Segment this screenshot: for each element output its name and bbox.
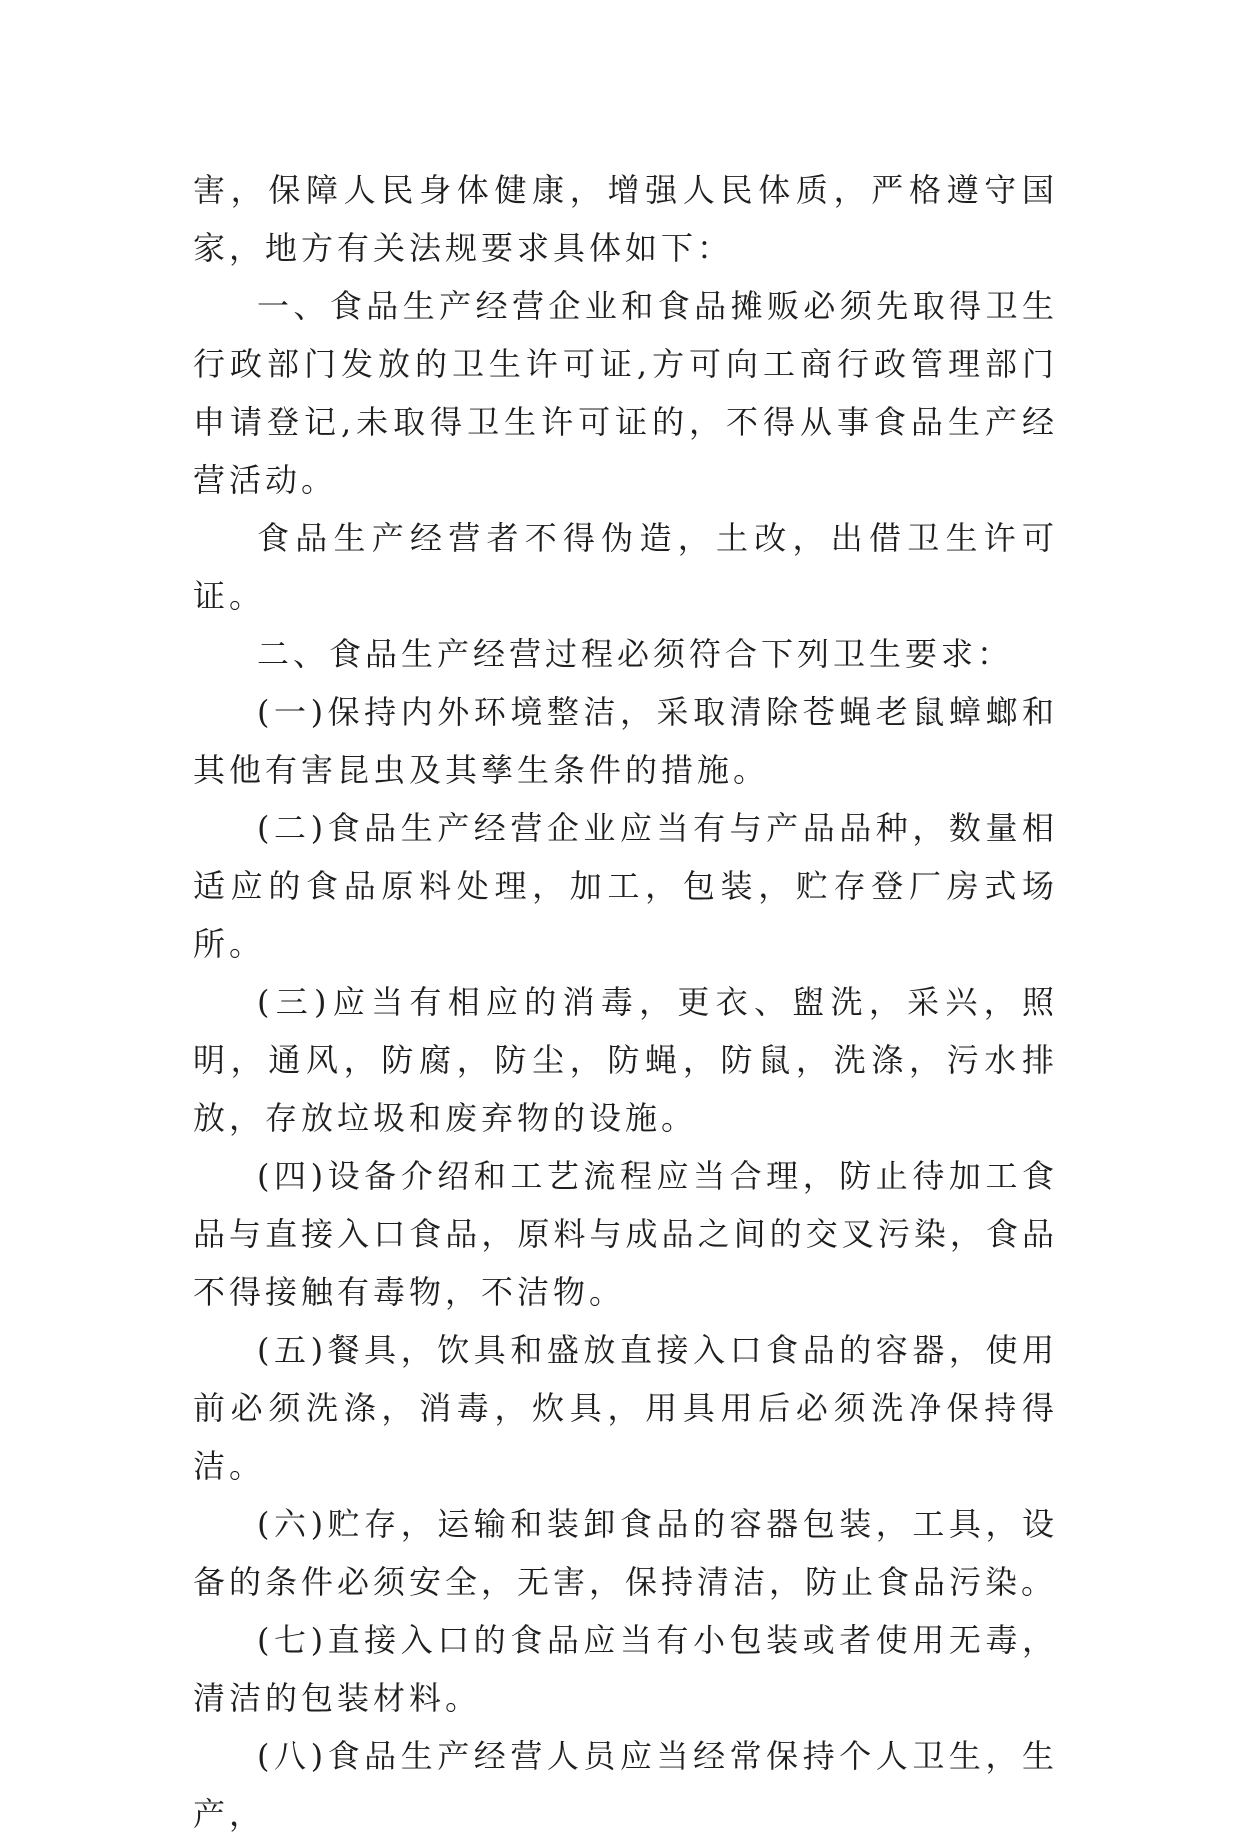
paragraph-sub-6: (六)贮存，运输和装卸食品的容器包装，工具，设备的条件必须安全，无害，保持清洁，防止食品污染。	[193, 1505, 1058, 1601]
paragraph-item-2: 二、食品生产经营过程必须符合下列卫生要求：	[257, 635, 1014, 673]
paragraph-sub-3: (三)应当有相应的消毒，更衣、盥洗，采兴，照明，通风，防腐，防尘，防蝇，防鼠，洗涤，污水排放，存放垃圾和废弃物的设施。	[193, 983, 1058, 1137]
paragraph-intro: 害，保障人民身体健康，增强人民体质，严格遵守国家，地方有关法规要求具体如下：	[193, 171, 1058, 267]
paragraph-item-1: 一、食品生产经营企业和食品摊贩必须先取得卫生行政部门发放的卫生许可证,方可向工商行政管理部门申请登记,未取得卫生许可证的，不得从事食品生产经营活动。	[193, 287, 1058, 499]
paragraph-license-note: 食品生产经营者不得伪造，土改，出借卫生许可证。	[193, 519, 1058, 615]
paragraph-sub-1: (一)保持内外环境整洁，采取清除苍蝇老鼠蟑螂和其他有害昆虫及其孳生条件的措施。	[193, 693, 1058, 789]
paragraph-sub-2: (二)食品生产经营企业应当有与产品品种，数量相适应的食品原料处理，加工，包装，贮存登厂房式场所。	[193, 809, 1058, 963]
paragraph-sub-7: (七)直接入口的食品应当有小包装或者使用无毒，清洁的包装材料。	[193, 1621, 1058, 1717]
paragraph-sub-8: (八)食品生产经营人员应当经常保持个人卫生，生产，	[193, 1737, 1058, 1833]
paragraph-sub-5: (五)餐具，饮具和盛放直接入口食品的容器，使用前必须洗涤，消毒，炊具，用具用后必须洗净保持得洁。	[193, 1331, 1058, 1485]
document-body	[193, 161, 1058, 1843]
paragraph-sub-4: (四)设备介绍和工艺流程应当合理，防止待加工食品与直接入口食品，原料与成品之间的交叉污染，食品不得接触有毒物，不洁物。	[193, 1157, 1058, 1311]
